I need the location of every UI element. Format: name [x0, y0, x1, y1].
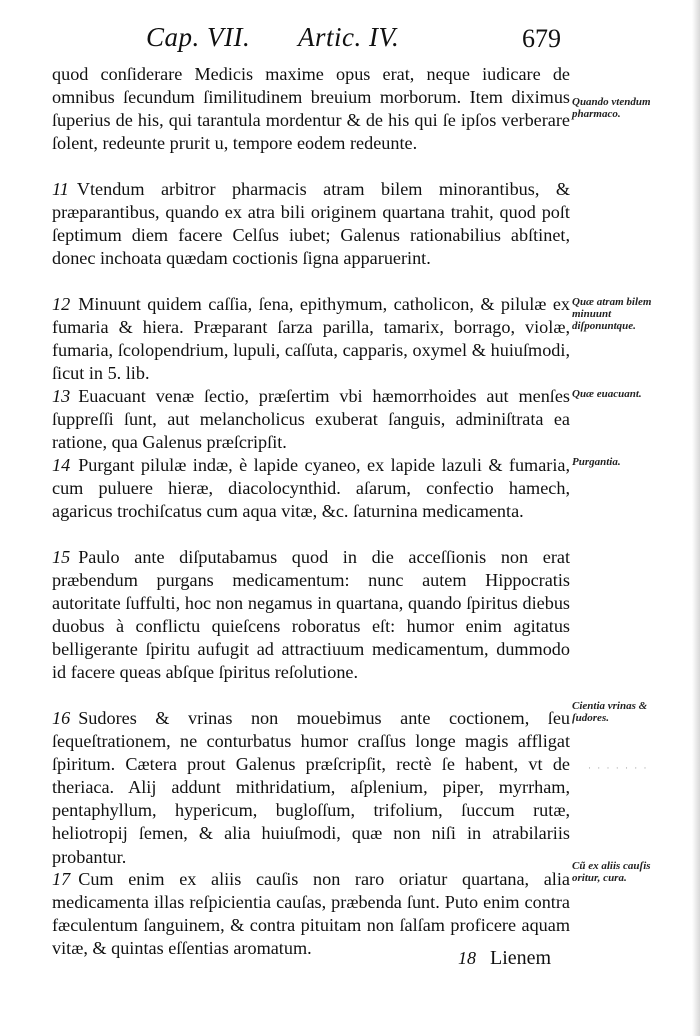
- sidenote-euacuant: Quæ euacuant.: [572, 388, 642, 400]
- paragraph-number: 16: [52, 708, 71, 728]
- paragraph-text: Euacuant venæ ſectio, præſertim vbi hæmorrhoides aut menſes ſuppreſſi ſunt, aut melancholicus exuberat ſanguis, adminiſtrata ea ratione, qua Galenus præſcripſit.: [52, 386, 570, 453]
- paragraph-text: Minuunt quidem caſſia, ſena, epithymum, catholicon, & pilulæ ex fumaria & hiera. Præparant ſarza parilla, tamarix, borrago, violæ, fumaria, ſcolopendrium, lupuli, caſſuta, capparis, oxymel & huiuſmodi, ſicut in 5. lib.: [52, 294, 570, 384]
- sidenote-cientia: Cientia vrinas & ſudores.: [572, 700, 648, 724]
- paragraph-continuation: [52, 63, 570, 178]
- paragraph-text: Purgant pilulæ indæ, è lapide cyaneo, ex lapide lazuli & fumaria, cum puluere hieræ, diacolocynthid. aſarum, confectio hamech, agaricus trochiſcatus cum aqua vitæ, &c. ſaturnina medicamenta.: [52, 455, 570, 522]
- article-heading: Artic. IV.: [298, 22, 400, 52]
- sidenote-purgantia: Purgantia.: [572, 456, 621, 468]
- paragraph-number: 17: [52, 869, 71, 889]
- paragraph-13: [52, 385, 570, 454]
- paragraph-14: [52, 454, 570, 546]
- paragraph-text: Sudores & vrinas non mouebimus ante coctionem, ſeu ſequeſtrationem, ne conturbatus humor craſſus longe magis affligat ſpiritum. Cætera prout Galenus præſcripſit, rectè ſe habent, vt de theriaca. Alij addunt mithridatium, aſplenium, piper, myrrham, pentaphyllum, hypericum, bugloſſum, trifolium, ſuccum rutæ, heliotropij ſemen, & alia huiuſmodi, quæ non niſi in atrabilariis probantur.: [52, 708, 570, 867]
- paragraph-text: Paulo ante diſputabamus quod in die acceſſionis non erat præbendum purgans medicamentum: nunc autem Hippocratis autoritate ſuffulti, hoc non negamus in quartana, quando ſpiritus diebus duobus à conflictu quieſcens roboratus eſt: humor enim agitatus belligerante ſpiritu aufugit ad attractiuum medicamentum, dummodo id facere queas abſque ſpiritus reſolutione.: [52, 547, 570, 683]
- catchword-text: Lienem: [490, 947, 552, 969]
- paragraph-number: 13: [52, 386, 71, 406]
- body-text: [52, 63, 570, 960]
- sidenote-cum-ex-aliis: Cũ ex aliis cauſis oritur, cura.: [572, 860, 651, 884]
- paragraph-number: 15: [52, 547, 71, 567]
- next-paragraph-number: 18: [458, 948, 476, 968]
- paragraph-number: 14: [52, 455, 71, 475]
- paragraph-number: 11: [52, 179, 69, 199]
- paragraph-15: [52, 546, 570, 707]
- paragraph-number: 12: [52, 294, 71, 314]
- ink-smudge: · · · · · · ·: [588, 763, 649, 773]
- chapter-heading: Cap. VII.: [146, 22, 251, 52]
- sidenote-atram-bilem: Quæ atram bilem minuunt diſponuntque.: [572, 296, 652, 332]
- page-number: 679: [522, 24, 561, 53]
- paragraph-12: [52, 293, 570, 385]
- paragraph-text: Cum enim ex aliis cauſis non raro oriatur quartana, alia medicamenta illas reſpicientia cauſas, præbenda ſunt. Puto enim contra fæculentum ſanguinem, & contra pituitam non ſalſam proficere aquam vitæ, & quintas eſſentias aromatum.: [52, 869, 570, 959]
- catchword: [458, 947, 551, 970]
- paragraph-16: [52, 707, 570, 868]
- page-edge-shadow: [692, 0, 700, 1036]
- paragraph-text: quod conſiderare Medicis maxime opus erat, neque iudicare de omnibus ſecundum ſimilitudinem breuium morborum. Item diximus ſuperius de his, qui tarantula mordentur & de his qui ſe ipſos verberare ſolent, redeunte prurit u, tempore eodem redeunte.: [52, 64, 570, 154]
- paragraph-11: [52, 178, 570, 293]
- sidenote-quando-vtendum: Quando vtendum pharmaco.: [572, 96, 651, 120]
- running-header: [0, 22, 700, 62]
- paragraph-text: Vtendum arbitror pharmacis atram bilem minorantibus, & præparantibus, quando ex atra bili originem quartana trahit, quod poſt ſeptimum diem facere Celſus iubet; Galenus rationabilius abſtinet, donec inchoata quædam coctionis ſigna apparuerint.: [52, 179, 570, 269]
